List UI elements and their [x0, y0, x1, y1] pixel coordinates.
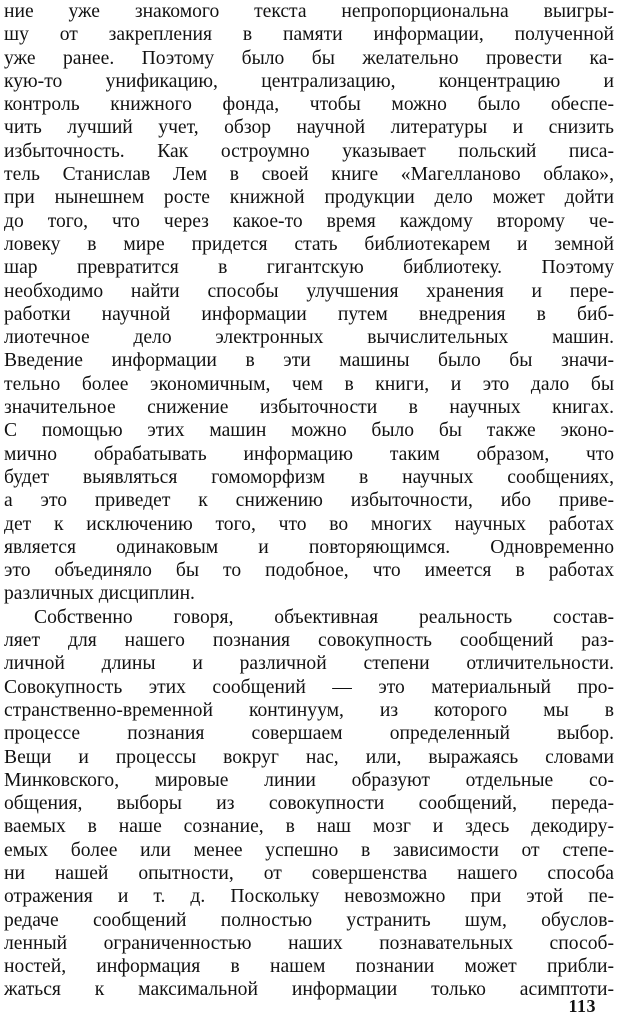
text-line: необходимо найти способы улучшения хранения и пере- — [4, 280, 614, 302]
text-line: личной длины и различной степени отличительности. — [4, 653, 614, 675]
text-line: уже ранее. Поэтому было бы желательно провести ка- — [4, 47, 614, 69]
text-line: Собственно говоря, объективная реальность состав- — [34, 606, 614, 628]
text-line: отражения и т. д. Поскольку невозможно при этой пе- — [4, 886, 614, 908]
text-line: ваемых в наше сознание, в наш мозг и здесь декодиру- — [4, 816, 614, 838]
text-line: Минковского, мировые линии образуют отдельные со- — [4, 769, 614, 791]
text-line: значительное снижение избыточности в научных книгах. — [4, 397, 614, 419]
text-line: шу от закрепления в памяти информации, полученной — [4, 24, 614, 46]
text-line: Совокупность этих сообщений — это материальный про- — [4, 676, 614, 698]
text-line: лиотечное дело электронных вычислительных машин. — [4, 327, 614, 349]
text-line: ляет для нашего познания совокупность сообщений раз- — [4, 630, 614, 652]
text-line: тельно более экономичным, чем в книги, и это дало бы — [4, 373, 614, 395]
text-line: Вещи и процессы вокруг нас, или, выражаясь словами — [4, 746, 614, 768]
text-line: ловеку в мире придется стать библиотекарем и земной — [4, 233, 614, 255]
text-line: до того, что через какое-то время каждому второму че- — [4, 210, 614, 232]
text-line: чить лучший учет, обзор научной литературы и снизить — [4, 117, 614, 139]
text-line: емых более или менее успешно в зависимости от степе- — [4, 839, 614, 861]
text-line: при нынешнем росте книжной продукции дело может дойти — [4, 187, 614, 209]
text-line: мично обрабатывать информацию таким образом, что — [4, 443, 614, 465]
text-line: это объединяло бы то подобное, что имеется в работах — [4, 560, 614, 582]
text-line: будет выявляться гомоморфизм в научных сообщениях, — [4, 466, 614, 488]
text-line: общения, выборы из совокупности сообщений, переда- — [4, 793, 614, 815]
text-line: ни нашей опытности, от совершенства нашего способа — [4, 862, 614, 884]
text-line: редаче сообщений полностью устранить шум, обуслов- — [4, 909, 614, 931]
body-text — [4, 0, 614, 1002]
text-line: странственно-временной континуум, из которого мы в — [4, 699, 614, 721]
text-line: шар превратится в гигантскую библиотеку. Поэтому — [4, 257, 614, 279]
text-line: кую-то унификацию, централизацию, концентрацию и — [4, 70, 614, 92]
text-line: дет к исключению того, что во многих научных работах — [4, 513, 614, 535]
text-line: избыточность. Как остроумно указывает польский писа- — [4, 140, 614, 162]
text-line: ностей, информация в нашем познании может прибли- — [4, 956, 614, 978]
text-line: а это приведет к снижению избыточности, ибо приве- — [4, 490, 614, 512]
text-line: тель Станислав Лем в своей книге «Магелланово облако», — [4, 164, 614, 186]
text-line: Введение информации в эти машины было бы значи- — [4, 350, 614, 372]
text-line: контроль книжного фонда, чтобы можно было обеспе- — [4, 94, 614, 116]
text-line: процессе познания совершаем определенный выбор. — [4, 723, 614, 745]
text-line: С помощью этих машин можно было бы также эконо- — [4, 420, 614, 442]
text-line: ленный ограниченностью наших познавательных способ- — [4, 932, 614, 954]
text-line: ние уже знакомого текста непропорциональна выигры- — [4, 1, 614, 22]
page-number: 113 — [568, 996, 596, 1016]
text-line: работки научной информации путем внедрения в биб- — [4, 303, 614, 325]
text-line: жаться к максимальной информации только асимптоти- — [4, 979, 614, 1001]
text-line: различных дисциплин. — [4, 583, 195, 605]
text-line: является одинаковым и повторяющимся. Одновременно — [4, 536, 614, 558]
